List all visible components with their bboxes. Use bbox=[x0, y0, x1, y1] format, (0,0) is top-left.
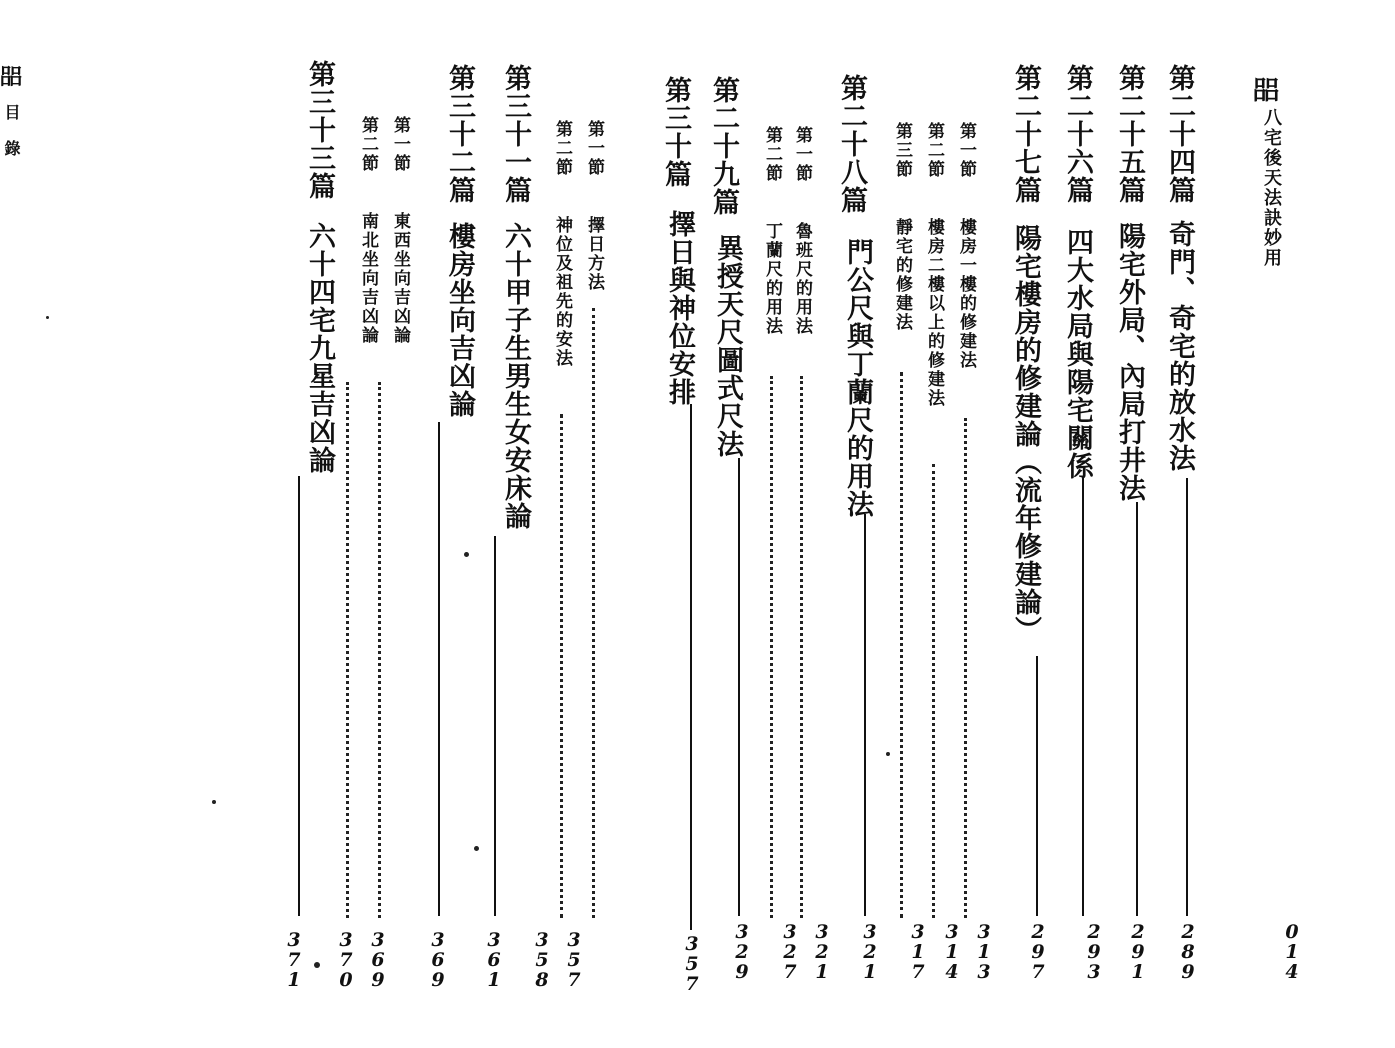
left-margin-char-lu: 錄 bbox=[2, 140, 21, 158]
toc-ch32-s2-page: 370 bbox=[339, 929, 353, 991]
toc-ch32-label: 第三十二篇 bbox=[444, 64, 475, 204]
toc-ch32-title: 樓房坐向吉凶論 bbox=[444, 222, 475, 418]
scan-speck bbox=[464, 552, 469, 557]
toc-ch32-s2-label: 第二節 bbox=[358, 116, 378, 173]
toc-ch25-leader bbox=[1136, 502, 1138, 916]
toc-ch30-s1-leader bbox=[592, 308, 595, 918]
toc-ch31-leader bbox=[494, 536, 496, 916]
book-title: 八宅後天法訣妙用 bbox=[1261, 108, 1282, 268]
toc-ch33-page: 371 bbox=[287, 929, 301, 991]
toc-ch27-s1-leader bbox=[964, 418, 967, 918]
toc-ch24-label: 第二十四篇 bbox=[1164, 64, 1195, 204]
toc-ch24-title: 奇門、奇宅的放水法 bbox=[1164, 220, 1195, 472]
toc-ch27-leader bbox=[1036, 656, 1038, 916]
toc-ch31-title: 六十甲子生男生女安床論 bbox=[500, 222, 531, 530]
toc-ch27-title: 陽宅樓房的修建論（流年修建論） bbox=[1010, 224, 1041, 644]
scan-speck bbox=[474, 846, 479, 851]
toc-ch32-page: 369 bbox=[431, 929, 445, 991]
toc-ch28-leader bbox=[864, 514, 866, 916]
toc-ch30-s2-title: 神位及祖先的安法 bbox=[552, 216, 572, 368]
toc-ch33-leader bbox=[298, 476, 300, 916]
toc-ch27-s3-leader bbox=[900, 372, 903, 918]
toc-ch33-label: 第三十三篇 bbox=[304, 60, 335, 200]
toc-ch33-title: 六十四宅九星吉凶論 bbox=[304, 222, 335, 474]
toc-ch29-title: 異授天尺圖式尺法 bbox=[712, 234, 743, 458]
toc-ch27-s3-label: 第三節 bbox=[892, 122, 912, 179]
toc-ch25-label: 第二十五篇 bbox=[1114, 64, 1145, 204]
toc-ch25-page: 291 bbox=[1131, 921, 1145, 983]
toc-ch28-s2-page: 327 bbox=[783, 921, 797, 983]
toc-ch24-page: 289 bbox=[1181, 921, 1195, 983]
toc-ch29-leader bbox=[738, 458, 740, 916]
toc-ch27-page: 297 bbox=[1031, 921, 1045, 983]
toc-ch29-label: 第二十九篇 bbox=[708, 76, 739, 216]
toc-ch25-title: 陽宅外局、內局打井法 bbox=[1114, 222, 1145, 502]
toc-ch26-page: 293 bbox=[1087, 921, 1101, 983]
toc-ch29-page: 329 bbox=[735, 921, 749, 983]
toc-ch31-page: 361 bbox=[487, 929, 501, 991]
toc-ch28-s1-page: 321 bbox=[815, 921, 829, 983]
toc-ch27-s1-label: 第一節 bbox=[956, 122, 976, 179]
toc-ch31-label: 第三十一篇 bbox=[500, 64, 531, 204]
toc-ch30-page: 357 bbox=[685, 933, 699, 995]
toc-ch28-page: 321 bbox=[863, 921, 877, 983]
toc-ch28-s1-label: 第一節 bbox=[792, 126, 812, 183]
toc-ch32-s1-leader bbox=[378, 382, 381, 918]
toc-ch32-s1-title: 東西坐向吉凶論 bbox=[390, 212, 410, 345]
scan-speck bbox=[314, 962, 320, 968]
left-margin-char-mu: 目 bbox=[2, 104, 21, 122]
toc-ch30-label: 第三十篇 bbox=[660, 76, 691, 188]
toc-ch30-s1-page: 357 bbox=[567, 929, 581, 991]
toc-ch26-title: 四大水局與陽宅關係 bbox=[1062, 228, 1093, 480]
toc-ch27-s2-title: 樓房二樓以上的修建法 bbox=[924, 218, 944, 408]
toc-ch30-title: 擇日與神位安排 bbox=[664, 210, 695, 406]
toc-ch30-s1-label: 第一節 bbox=[584, 120, 604, 177]
toc-ch27-s3-page: 317 bbox=[911, 921, 925, 983]
toc-ch28-label: 第二十八篇 bbox=[836, 74, 867, 214]
toc-ch32-s2-leader bbox=[346, 382, 349, 918]
toc-ch28-s2-label: 第二節 bbox=[762, 126, 782, 183]
toc-ch28-s1-title: 魯班尺的用法 bbox=[792, 222, 812, 336]
toc-ch27-s1-title: 樓房一樓的修建法 bbox=[956, 218, 976, 370]
toc-ch30-s2-leader bbox=[560, 414, 563, 918]
toc-ch27-s2-label: 第二節 bbox=[924, 122, 944, 179]
toc-ch30-s2-page: 358 bbox=[535, 929, 549, 991]
toc-ch27-label: 第二十七篇 bbox=[1010, 64, 1041, 204]
toc-ch26-leader bbox=[1082, 478, 1084, 916]
toc-ch28-s2-title: 丁蘭尺的用法 bbox=[762, 222, 782, 336]
toc-ch28-s1-leader bbox=[800, 376, 803, 918]
left-margin-logo: 㗊 bbox=[0, 65, 23, 90]
toc-ch27-s3-title: 靜宅的修建法 bbox=[892, 218, 912, 332]
scan-speck bbox=[886, 752, 890, 756]
toc-ch24-leader bbox=[1186, 478, 1188, 916]
toc-ch32-s2-title: 南北坐向吉凶論 bbox=[358, 212, 378, 345]
toc-ch28-s2-leader bbox=[770, 376, 773, 918]
toc-ch26-label: 第二十六篇 bbox=[1062, 64, 1093, 204]
scan-speck bbox=[46, 316, 49, 319]
toc-ch32-s1-label: 第一節 bbox=[390, 116, 410, 173]
toc-ch27-s1-page: 313 bbox=[977, 921, 991, 983]
toc-ch30-leader bbox=[690, 404, 692, 930]
toc-ch30-s1-title: 擇日方法 bbox=[584, 216, 604, 292]
scan-speck bbox=[212, 800, 216, 804]
toc-ch27-s2-page: 314 bbox=[945, 921, 959, 983]
header-logo: 㗊 bbox=[1253, 76, 1280, 106]
page-number: 014 bbox=[1285, 921, 1299, 983]
toc-ch32-leader bbox=[438, 422, 440, 916]
toc-ch30-s2-label: 第二節 bbox=[552, 120, 572, 177]
toc-ch27-s2-leader bbox=[932, 464, 935, 918]
toc-ch28-title: 門公尺與丁蘭尺的用法 bbox=[842, 238, 873, 518]
toc-ch32-s1-page: 369 bbox=[371, 929, 385, 991]
